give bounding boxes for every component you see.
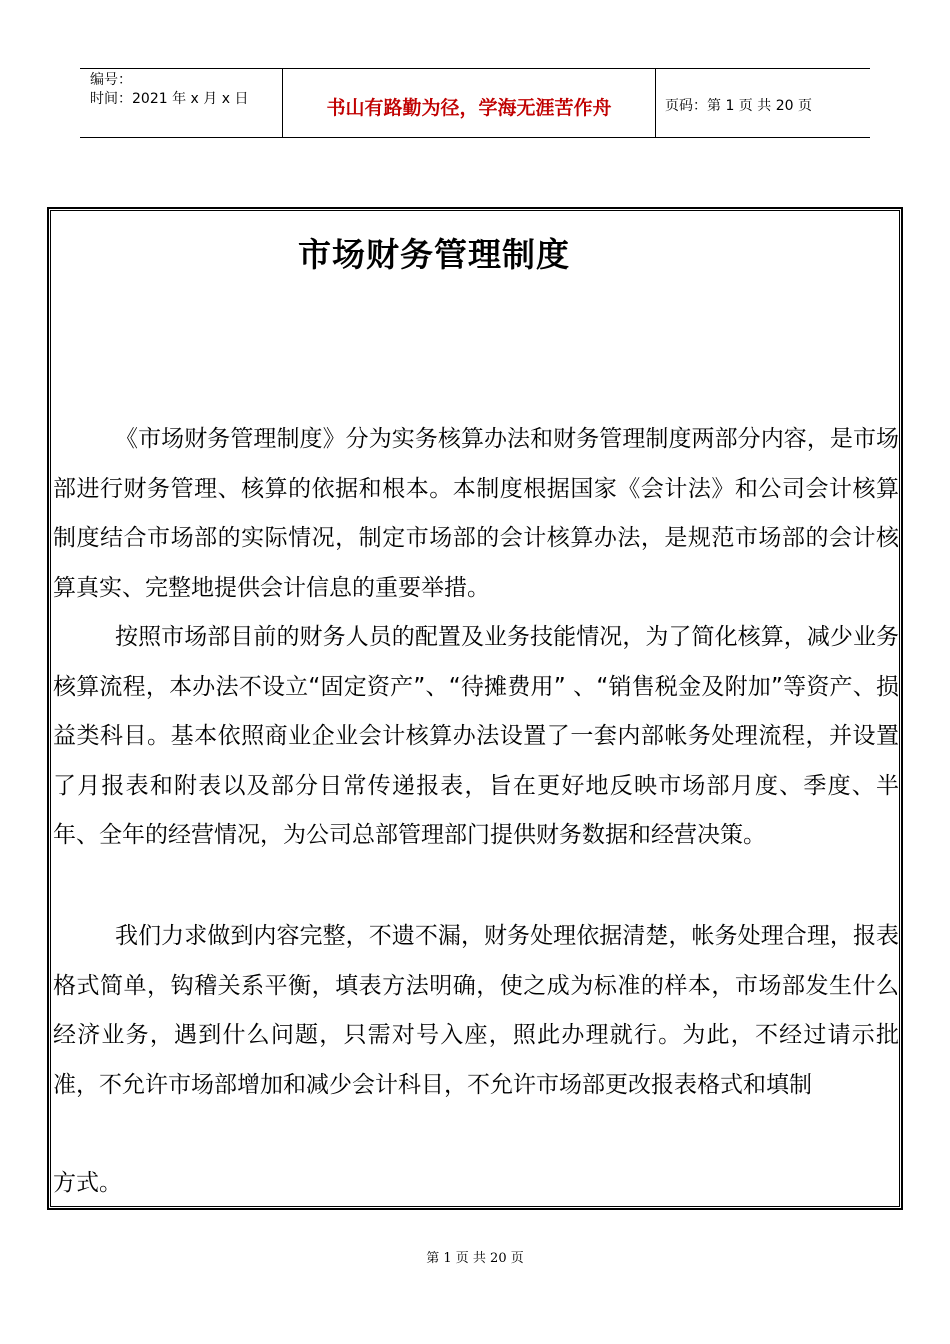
document-date-label: 时间：2021 年 x 月 x 日 [90,91,249,107]
motto-text: 书山有路勤为径，学海无涯苦作舟 [326,97,612,119]
header-page-cell [656,69,870,137]
body-paragraph-tail: 方式。 [53,1170,122,1196]
header-motto-cell [283,69,656,137]
paragraph-text: 《市场财务管理制度》分为实务核算办法和财务管理制度两部分内容，是市场部进行财务管理、核算的依据和根本。本制度根据国家《会计法》和公司会计核算制度结合市场部的实际情况，制定市场部的会计核算办法，是规范市场部的会计核算真实、完整地提供会计信息的重要举措。 [53,426,899,601]
paragraph-text: 按照市场部目前的财务人员的配置及业务技能情况，为了简化核算，减少业务核算流程，本办法不设立“固定资产”、“待摊费用” 、“销售税金及附加”等资产、损益类科目。基本依照商业企业会计核算办法设置了一套内部帐务处理流程，并设置了月报表和附表以及部分日常传递报表，旨在更好地反映市场部月度、季度、半年、全年的经营情况，为公司总部管理部门提供财务数据和经营决策。 [53,624,899,848]
document-body-frame [47,207,903,1210]
body-paragraph-3 [53,912,899,1110]
page-info-text: 页码：第 1 页 共 20 页 [665,98,812,114]
body-paragraph-2 [53,613,899,861]
paragraph-text: 我们力求做到内容完整，不遗不漏，财务处理依据清楚，帐务处理合理，报表格式简单，钩稽关系平衡，填表方法明确，使之成为标准的样本，市场部发生什么经济业务，遇到什么问题，只需对号入座，照此办理就行。为此，不经过请示批准，不允许市场部增加和减少会计科目，不允许市场部更改报表格式和填制 [53,923,899,1098]
document-number-label: 编号： [90,72,132,88]
page-footer: 第 1 页 共 20 页 [426,1251,524,1266]
body-paragraph-1 [53,415,899,613]
header-meta-cell [80,69,283,137]
document-header-table [80,68,870,138]
document-title: 市场财务管理制度 [298,235,570,274]
